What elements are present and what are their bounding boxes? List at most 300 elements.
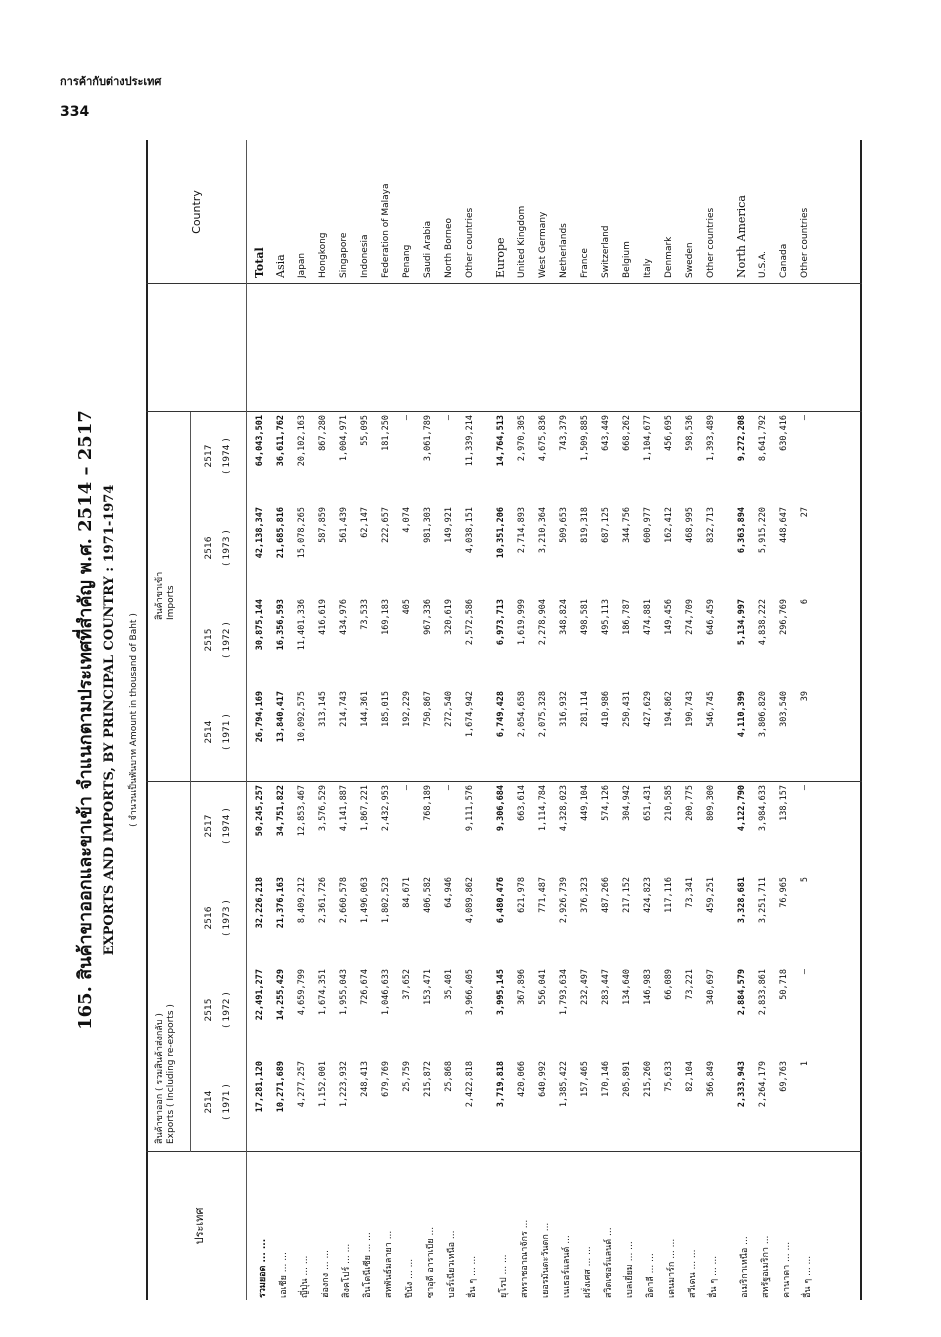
import-value-cell: — bbox=[800, 415, 810, 421]
import-value-cell: 62,147 bbox=[360, 507, 370, 538]
import-value-cell: 281,114 bbox=[580, 691, 590, 727]
row-label-thai: สิงคโปร์ ... ... bbox=[342, 1243, 352, 1298]
table-row bbox=[294, 140, 313, 1300]
import-value-cell: 546,745 bbox=[706, 691, 716, 727]
export-value-cell: 248,413 bbox=[360, 1061, 370, 1097]
import-value-cell: 456,695 bbox=[664, 415, 674, 451]
row-label-english: France bbox=[580, 248, 590, 278]
export-value-cell: 726,674 bbox=[360, 969, 370, 1005]
export-value-cell: 2,833,861 bbox=[758, 969, 768, 1016]
import-value-cell: 194,862 bbox=[664, 691, 674, 727]
import-value-cell: — bbox=[402, 415, 412, 421]
export-value-cell: 34,751,822 bbox=[276, 785, 286, 837]
import-value-cell: 9,272,208 bbox=[737, 415, 747, 462]
import-value-cell: 144,361 bbox=[360, 691, 370, 727]
row-label-thai: สหรัฐอเมริกา ... bbox=[761, 1235, 771, 1298]
rotated-table-page bbox=[70, 130, 870, 1310]
export-value-cell: 574,126 bbox=[601, 785, 611, 821]
row-label-thai: คานาดา ... ... bbox=[782, 1241, 792, 1298]
export-value-cell: 2,422,818 bbox=[465, 1061, 475, 1108]
row-label-english: Saudi Arabia bbox=[423, 220, 433, 278]
year-ad: ( 1971 ) bbox=[222, 1084, 232, 1120]
row-label-english: Indonesia bbox=[360, 234, 370, 278]
row-label-english: Hongkong bbox=[318, 232, 328, 278]
year-be: 2515 bbox=[204, 628, 214, 652]
export-value-cell: 1,674,351 bbox=[318, 969, 328, 1016]
export-value-cell: 366,849 bbox=[706, 1061, 716, 1097]
import-value-cell: 192,229 bbox=[402, 691, 412, 727]
export-value-cell: 340,697 bbox=[706, 969, 716, 1005]
table-row bbox=[252, 140, 271, 1300]
export-value-cell: 6,480,476 bbox=[496, 877, 506, 924]
row-label-english: Italy bbox=[643, 258, 653, 278]
export-value-cell: 134,640 bbox=[622, 969, 632, 1005]
table-row bbox=[619, 140, 638, 1300]
row-label-english: Other countries bbox=[706, 207, 716, 278]
units-note: ( จำนวนเป็นพันบาท Amount in thousand of Baht ) bbox=[129, 613, 139, 827]
import-value-cell: 320,619 bbox=[444, 599, 454, 635]
export-value-cell: 1,223,932 bbox=[339, 1061, 349, 1108]
export-value-cell: 1,867,221 bbox=[360, 785, 370, 832]
import-value-cell: 1,004,971 bbox=[339, 415, 349, 462]
export-value-cell: 9,111,576 bbox=[465, 785, 475, 832]
table-row bbox=[598, 140, 617, 1300]
export-value-cell: 1 bbox=[800, 1061, 810, 1067]
export-value-cell: 406,582 bbox=[423, 877, 433, 913]
import-value-cell: 316,932 bbox=[559, 691, 569, 727]
export-value-cell: 2,333,943 bbox=[737, 1061, 747, 1108]
row-label-english: Sweden bbox=[685, 242, 695, 278]
export-value-cell: 2,361,726 bbox=[318, 877, 328, 924]
export-value-cell: 69,763 bbox=[779, 1061, 789, 1092]
import-value-cell: 646,459 bbox=[706, 599, 716, 635]
exports-heading-thai: สินค้าขาออก ( รวมสินค้าส่งกลับ ) bbox=[155, 1013, 165, 1144]
table-row bbox=[734, 140, 753, 1300]
year-be: 2516 bbox=[204, 536, 214, 560]
import-value-cell: 185,015 bbox=[381, 691, 391, 727]
table-row bbox=[577, 140, 596, 1300]
export-value-cell: 50,718 bbox=[779, 969, 789, 1000]
import-value-cell: 4,675,836 bbox=[538, 415, 548, 462]
row-label-thai: อื่น ๆ ... ... bbox=[803, 1255, 813, 1298]
import-value-cell: 434,976 bbox=[339, 599, 349, 635]
row-label-thai: บอร์เนียวเหนือ ... bbox=[447, 1230, 457, 1298]
row-label-english: Japan bbox=[297, 252, 307, 278]
import-value-cell: 1,509,885 bbox=[580, 415, 590, 462]
export-value-cell: 1,793,634 bbox=[559, 969, 569, 1016]
import-value-cell: 509,653 bbox=[559, 507, 569, 543]
export-value-cell: 420,066 bbox=[517, 1061, 527, 1097]
year-ad: ( 1972 ) bbox=[222, 622, 232, 658]
export-value-cell: 32,226,218 bbox=[255, 877, 265, 929]
import-value-cell: 2,278,904 bbox=[538, 599, 548, 646]
import-value-cell: 448,647 bbox=[779, 507, 789, 543]
export-value-cell: 73,221 bbox=[685, 969, 695, 1000]
table-row bbox=[535, 140, 554, 1300]
import-value-cell: 8,641,792 bbox=[758, 415, 768, 462]
import-value-cell: 13,840,417 bbox=[276, 691, 286, 743]
import-value-cell: 303,540 bbox=[779, 691, 789, 727]
import-value-cell: 181,250 bbox=[381, 415, 391, 451]
export-value-cell: 10,271,689 bbox=[276, 1061, 286, 1113]
export-value-cell: 117,116 bbox=[664, 877, 674, 913]
export-value-cell: 66,089 bbox=[664, 969, 674, 1000]
export-value-cell: 84,671 bbox=[402, 877, 412, 908]
table-row bbox=[661, 140, 680, 1300]
export-value-cell: 1,496,063 bbox=[360, 877, 370, 924]
export-value-cell: 663,614 bbox=[517, 785, 527, 821]
export-value-cell: 217,152 bbox=[622, 877, 632, 913]
export-value-cell: 170,146 bbox=[601, 1061, 611, 1097]
export-value-cell: 25,759 bbox=[402, 1061, 412, 1092]
export-value-cell: 4,659,799 bbox=[297, 969, 307, 1016]
row-label-thai: อื่น ๆ ... ... bbox=[709, 1255, 719, 1298]
import-value-cell: 1,619,999 bbox=[517, 599, 527, 646]
export-value-cell: 157,465 bbox=[580, 1061, 590, 1097]
import-value-cell: 668,262 bbox=[622, 415, 632, 451]
import-value-cell: 344,756 bbox=[622, 507, 632, 543]
import-value-cell: 6,749,428 bbox=[496, 691, 506, 738]
import-value-cell: 4,074 bbox=[402, 507, 412, 533]
import-value-cell: 10,351,206 bbox=[496, 507, 506, 559]
export-value-cell: 4,122,790 bbox=[737, 785, 747, 832]
import-value-cell: 149,456 bbox=[664, 599, 674, 635]
row-label-english: North America bbox=[735, 195, 748, 278]
import-value-cell: 272,540 bbox=[444, 691, 454, 727]
row-label-english: Penang bbox=[402, 244, 412, 278]
year-be: 2515 bbox=[204, 998, 214, 1022]
export-value-cell: 2,884,579 bbox=[737, 969, 747, 1016]
export-value-cell: 640,992 bbox=[538, 1061, 548, 1097]
row-label-english: North Borneo bbox=[444, 217, 454, 278]
table-row bbox=[640, 140, 659, 1300]
import-value-cell: 222,657 bbox=[381, 507, 391, 543]
export-value-cell: 4,328,023 bbox=[559, 785, 569, 832]
imports-heading-english: Imports bbox=[166, 585, 176, 620]
import-value-cell: 4,838,222 bbox=[758, 599, 768, 646]
export-value-cell: 679,769 bbox=[381, 1061, 391, 1097]
table-row bbox=[399, 140, 418, 1300]
import-value-cell: 162,412 bbox=[664, 507, 674, 543]
import-value-cell: 3,806,820 bbox=[758, 691, 768, 738]
import-value-cell: 750,867 bbox=[423, 691, 433, 727]
year-ad: ( 1973 ) bbox=[222, 530, 232, 566]
export-value-cell: 367,896 bbox=[517, 969, 527, 1005]
import-value-cell: 495,113 bbox=[601, 599, 611, 635]
import-value-cell: 832,713 bbox=[706, 507, 716, 543]
import-value-cell: 250,431 bbox=[622, 691, 632, 727]
export-value-cell: 3,995,145 bbox=[496, 969, 506, 1016]
export-value-cell: 556,041 bbox=[538, 969, 548, 1005]
import-value-cell: 55,095 bbox=[360, 415, 370, 446]
export-value-cell: 14,255,429 bbox=[276, 969, 286, 1021]
import-value-cell: 4,038,151 bbox=[465, 507, 475, 554]
export-value-cell: 2,264,179 bbox=[758, 1061, 768, 1108]
row-label-english: Other countries bbox=[465, 207, 475, 278]
export-value-cell: 37,652 bbox=[402, 969, 412, 1000]
import-value-cell: 410,986 bbox=[601, 691, 611, 727]
export-value-cell: — bbox=[800, 785, 810, 791]
table-row bbox=[755, 140, 774, 1300]
table-row bbox=[378, 140, 397, 1300]
export-value-cell: 138,157 bbox=[779, 785, 789, 821]
export-value-cell: 5 bbox=[800, 877, 810, 883]
table-bottom-rule bbox=[860, 140, 862, 1300]
table-row bbox=[420, 140, 439, 1300]
import-value-cell: 1,393,489 bbox=[706, 415, 716, 462]
import-value-cell: 2,714,893 bbox=[517, 507, 527, 554]
import-value-cell: 21,685,816 bbox=[276, 507, 286, 559]
exports-heading-english: Exports ( Including re-exports ) bbox=[166, 1004, 176, 1144]
export-value-cell: 153,471 bbox=[423, 969, 433, 1005]
export-value-cell: 4,089,862 bbox=[465, 877, 475, 924]
import-value-cell: 630,416 bbox=[779, 415, 789, 451]
table-top-rule bbox=[146, 140, 148, 1300]
export-value-cell: 25,868 bbox=[444, 1061, 454, 1092]
table-row bbox=[441, 140, 460, 1300]
row-label-thai: ญี่ปุ่น ... ... bbox=[300, 1255, 310, 1298]
table-row bbox=[703, 140, 722, 1300]
import-value-cell: 600,977 bbox=[643, 507, 653, 543]
year-be: 2514 bbox=[204, 720, 214, 744]
row-label-thai: รวมยอด ... ... bbox=[258, 1238, 268, 1298]
import-value-cell: 2,970,305 bbox=[517, 415, 527, 462]
import-value-cell: 2,572,586 bbox=[465, 599, 475, 646]
import-value-cell: 967,336 bbox=[423, 599, 433, 635]
table-row bbox=[336, 140, 355, 1300]
export-value-cell: 3,576,529 bbox=[318, 785, 328, 832]
import-value-cell: 11,339,214 bbox=[465, 415, 475, 467]
row-label-thai: สหราชอาณาจักร ... bbox=[520, 1219, 530, 1298]
row-label-thai: สวิตเซอร์แลนด์ ... bbox=[604, 1227, 614, 1298]
export-value-cell: 768,189 bbox=[423, 785, 433, 821]
import-value-cell: 27 bbox=[800, 507, 810, 518]
row-label-thai: อเมริกาเหนือ ... bbox=[740, 1236, 750, 1298]
row-label-thai: ซาอุดี อาราเบีย ... bbox=[426, 1226, 436, 1298]
import-value-cell: 598,536 bbox=[685, 415, 695, 451]
import-value-cell: 867,280 bbox=[318, 415, 328, 451]
export-value-cell: 12,853,467 bbox=[297, 785, 307, 837]
import-value-cell: 981,303 bbox=[423, 507, 433, 543]
import-value-cell: 561,439 bbox=[339, 507, 349, 543]
export-value-cell: 304,942 bbox=[622, 785, 632, 821]
import-value-cell: 819,318 bbox=[580, 507, 590, 543]
row-label-english: Other countries bbox=[800, 207, 810, 278]
row-label-english: Federation of Malaya bbox=[381, 183, 391, 278]
import-value-cell: 468,995 bbox=[685, 507, 695, 543]
import-value-cell: 3,210,364 bbox=[538, 507, 548, 554]
export-value-cell: 200,775 bbox=[685, 785, 695, 821]
export-value-cell: 3,984,633 bbox=[758, 785, 768, 832]
import-value-cell: 14,764,513 bbox=[496, 415, 506, 467]
export-value-cell: 621,978 bbox=[517, 877, 527, 913]
page-number: 334 bbox=[60, 104, 90, 120]
table-title-english: EXPORTS AND IMPORTS, BY PRINCIPAL COUNTRY : 1971-1974 bbox=[102, 484, 117, 956]
year-ad: ( 1973 ) bbox=[222, 900, 232, 936]
import-value-cell: 15,078,265 bbox=[297, 507, 307, 559]
export-value-cell: 210,585 bbox=[664, 785, 674, 821]
export-value-cell: 3,719,818 bbox=[496, 1061, 506, 1108]
import-value-cell: 2,075,328 bbox=[538, 691, 548, 738]
import-value-cell: 11,401,336 bbox=[297, 599, 307, 651]
export-value-cell: 3,251,711 bbox=[758, 877, 768, 924]
row-label-english: Denmark bbox=[664, 236, 674, 278]
export-value-cell: 2,660,578 bbox=[339, 877, 349, 924]
row-label-english: Canada bbox=[779, 243, 789, 278]
header-rule bbox=[246, 140, 247, 1300]
table-row bbox=[514, 140, 533, 1300]
export-value-cell: 4,277,257 bbox=[297, 1061, 307, 1108]
row-label-thai: เดนมาร์ก ... ... bbox=[667, 1238, 677, 1298]
export-value-cell: — bbox=[402, 785, 412, 791]
year-ad: ( 1974 ) bbox=[222, 808, 232, 844]
row-label-english: United Kingdom bbox=[517, 205, 527, 278]
year-be: 2517 bbox=[204, 814, 214, 838]
import-value-cell: 149,921 bbox=[444, 507, 454, 543]
row-label-thai: อินโดนีเซีย ... ... bbox=[363, 1232, 373, 1298]
import-value-cell: 474,881 bbox=[643, 599, 653, 635]
export-value-cell: 459,251 bbox=[706, 877, 716, 913]
import-value-cell: 73,533 bbox=[360, 599, 370, 630]
import-value-cell: 416,619 bbox=[318, 599, 328, 635]
export-value-cell: 487,266 bbox=[601, 877, 611, 913]
import-value-cell: 10,092,575 bbox=[297, 691, 307, 743]
row-label-thai: สวีเดน ... ... bbox=[688, 1249, 698, 1298]
row-label-english: West Germany bbox=[538, 211, 548, 278]
year-ad: ( 1974 ) bbox=[222, 438, 232, 474]
import-value-cell: 6,363,894 bbox=[737, 507, 747, 554]
export-value-cell: 8,409,212 bbox=[297, 877, 307, 924]
import-value-cell: 3,061,789 bbox=[423, 415, 433, 462]
import-value-cell: 6 bbox=[800, 599, 810, 605]
row-label-thai: ปีนัง ... ... bbox=[405, 1258, 415, 1298]
year-ad: ( 1972 ) bbox=[222, 992, 232, 1028]
year-be: 2516 bbox=[204, 906, 214, 930]
export-value-cell: 215,260 bbox=[643, 1061, 653, 1097]
export-value-cell: — bbox=[444, 785, 454, 791]
year-be: 2514 bbox=[204, 1090, 214, 1114]
export-value-cell: 376,323 bbox=[580, 877, 590, 913]
export-value-cell: 3,328,681 bbox=[737, 877, 747, 924]
import-value-cell: 348,824 bbox=[559, 599, 569, 635]
export-value-cell: 3,966,405 bbox=[465, 969, 475, 1016]
import-value-cell: 643,449 bbox=[601, 415, 611, 451]
export-value-cell: 9,306,684 bbox=[496, 785, 506, 832]
import-value-cell: 186,787 bbox=[622, 599, 632, 635]
year-be: 2517 bbox=[204, 444, 214, 468]
export-value-cell: 75,633 bbox=[664, 1061, 674, 1092]
export-value-cell: 146,983 bbox=[643, 969, 653, 1005]
import-value-cell: 1,674,942 bbox=[465, 691, 475, 738]
row-label-english: Singapore bbox=[339, 232, 349, 278]
export-value-cell: 64,946 bbox=[444, 877, 454, 908]
row-label-english: Total bbox=[253, 247, 266, 278]
row-label-english: Netherlands bbox=[559, 223, 569, 278]
import-value-cell: 5,915,220 bbox=[758, 507, 768, 554]
export-value-cell: 2,432,953 bbox=[381, 785, 391, 832]
export-value-cell: 22,491,277 bbox=[255, 969, 265, 1021]
import-value-cell: 5,134,997 bbox=[737, 599, 747, 646]
import-value-cell: 6,973,713 bbox=[496, 599, 506, 646]
export-value-cell: 283,447 bbox=[601, 969, 611, 1005]
table-row bbox=[797, 140, 816, 1300]
export-value-cell: 205,891 bbox=[622, 1061, 632, 1097]
import-value-cell: 42,138,347 bbox=[255, 507, 265, 559]
row-label-english: Europe bbox=[494, 237, 507, 278]
import-value-cell: 2,054,658 bbox=[517, 691, 527, 738]
export-value-cell: 651,431 bbox=[643, 785, 653, 821]
table-row bbox=[273, 140, 292, 1300]
table-row bbox=[776, 140, 795, 1300]
statistics-table bbox=[146, 140, 864, 1300]
export-value-cell: 2,926,739 bbox=[559, 877, 569, 924]
export-value-cell: 1,955,043 bbox=[339, 969, 349, 1016]
import-value-cell: 4,110,399 bbox=[737, 691, 747, 738]
export-value-cell: 1,802,523 bbox=[381, 877, 391, 924]
row-label-thai: เอเชีย ... ... bbox=[279, 1252, 289, 1298]
export-value-cell: 424,823 bbox=[643, 877, 653, 913]
export-value-cell: 4,141,887 bbox=[339, 785, 349, 832]
export-value-cell: 449,104 bbox=[580, 785, 590, 821]
row-label-english: Switzerland bbox=[601, 225, 611, 278]
import-value-cell: 39 bbox=[800, 691, 810, 702]
import-value-cell: 30,875,144 bbox=[255, 599, 265, 651]
table-row bbox=[556, 140, 575, 1300]
import-value-cell: 20,102,163 bbox=[297, 415, 307, 467]
row-label-thai: อิตาลี ... ... bbox=[646, 1253, 656, 1298]
import-value-cell: 427,629 bbox=[643, 691, 653, 727]
row-label-thai: สหพันธ์มลายา ... bbox=[384, 1230, 394, 1298]
import-value-cell: 743,379 bbox=[559, 415, 569, 451]
table-row bbox=[682, 140, 701, 1300]
import-value-cell: 405 bbox=[402, 599, 412, 615]
export-value-cell: 232,497 bbox=[580, 969, 590, 1005]
table-row bbox=[493, 140, 512, 1300]
row-label-english: Asia bbox=[274, 254, 287, 278]
import-value-cell: 687,125 bbox=[601, 507, 611, 543]
export-value-cell: 215,872 bbox=[423, 1061, 433, 1097]
import-value-cell: 498,581 bbox=[580, 599, 590, 635]
import-value-cell: 190,743 bbox=[685, 691, 695, 727]
export-value-cell: 73,341 bbox=[685, 877, 695, 908]
row-label-thai: เยอรมันตะวันตก ... bbox=[541, 1222, 551, 1298]
import-value-cell: 16,356,593 bbox=[276, 599, 286, 651]
row-label-english: U.S.A. bbox=[758, 251, 768, 278]
row-label-thai: ฮ่องกง ... ... bbox=[321, 1249, 331, 1298]
export-value-cell: 17,281,120 bbox=[255, 1061, 265, 1113]
row-label-thai: เนเธอร์แลนด์ ... bbox=[562, 1235, 572, 1298]
row-label-thai: อื่น ๆ ... ... bbox=[468, 1255, 478, 1298]
import-value-cell: 1,104,677 bbox=[643, 415, 653, 462]
export-value-cell: — bbox=[800, 969, 810, 975]
row-label-thai: ฝรั่งเศส ... ... bbox=[583, 1246, 593, 1298]
import-value-cell: 169,183 bbox=[381, 599, 391, 635]
col-country-english: Country bbox=[190, 190, 203, 234]
table-row bbox=[462, 140, 481, 1300]
running-head: การค้ากับต่างประเทศ bbox=[60, 75, 162, 88]
subheader-rule bbox=[190, 412, 191, 1152]
row-label-thai: ยุโรป ... ... bbox=[499, 1254, 509, 1298]
import-value-cell: 274,709 bbox=[685, 599, 695, 635]
table-title-thai: 165. สินค้าขาออกและขาเข้า จำแนกตามประเทศที่สำคัญ พ.ศ. 2514 – 2517 bbox=[75, 410, 96, 1030]
export-value-cell: 1,152,001 bbox=[318, 1061, 328, 1108]
export-value-cell: 82,104 bbox=[685, 1061, 695, 1092]
export-value-cell: 771,487 bbox=[538, 877, 548, 913]
table-row bbox=[357, 140, 376, 1300]
export-value-cell: 1,114,784 bbox=[538, 785, 548, 832]
import-value-cell: 296,769 bbox=[779, 599, 789, 635]
export-value-cell: 809,300 bbox=[706, 785, 716, 821]
